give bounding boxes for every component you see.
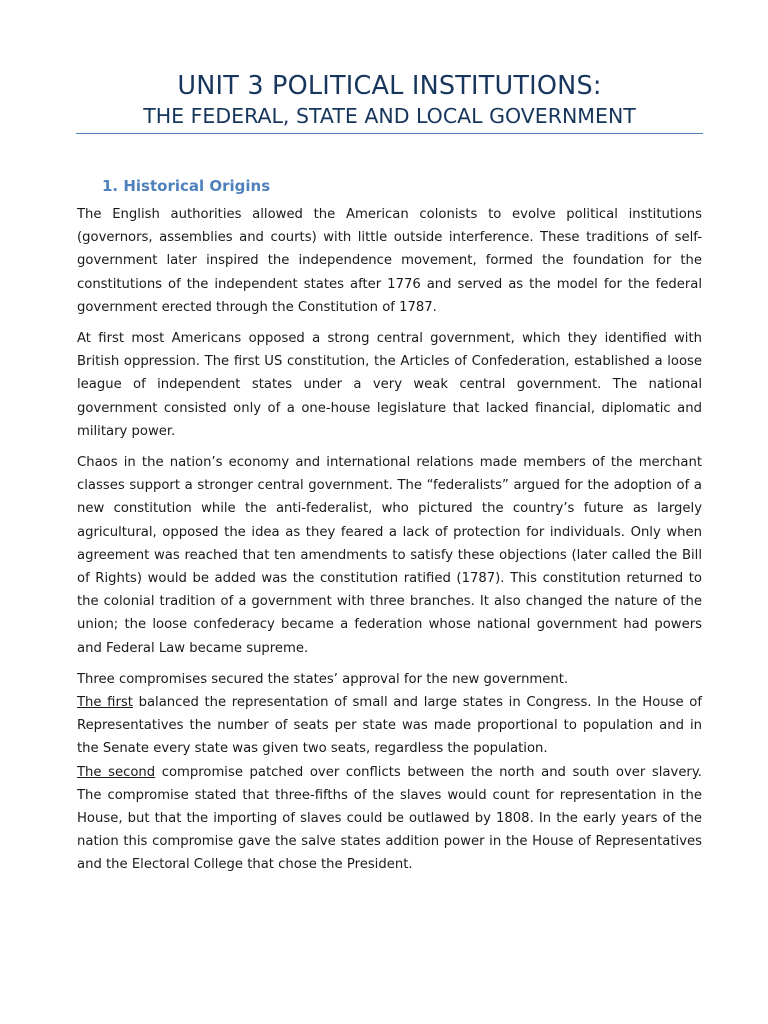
- paragraph-2: At first most Americans opposed a strong central government, which they identified with British oppression. The first US constitution, the Articles of Confederation, established a loose league of independent states under a very weak central government. The national government consisted only of a one-house legislature that lacked financial, diplomatic and military power.: [77, 331, 702, 439]
- title-line-2: THE FEDERAL, STATE AND LOCAL GOVERNMENT: [143, 104, 636, 128]
- compromise-first: [77, 691, 702, 761]
- title-line-1: UNIT 3 POLITICAL INSTITUTIONS:: [177, 71, 602, 101]
- section-heading: 1. Historical Origins: [102, 177, 271, 195]
- compromise-first-label: The first: [77, 695, 133, 711]
- compromise-second-label: The second: [77, 764, 156, 780]
- document-title: [76, 70, 703, 130]
- paragraph-1: The English authorities allowed the American colonists to evolve political institutions (governors, assemblies and courts) with little outside interference. These traditions of self-government later inspired the independence movement, formed the foundation for the constitutions of the independent states after 1776 and served as the model for the federal government erected through the Constitution of 1787.: [77, 207, 702, 315]
- title-divider: [76, 133, 703, 134]
- compromise-second-text: compromise patched over conflicts between the north and south over slavery. The compromise stated that three-fifths of the slaves would count for representation in the House, but that the importing of slaves could be outlawed by 1808. In the early years of the nation this compromise gave the salve states addition power in the House of Representatives and the Electoral College that chose the President.: [77, 764, 702, 873]
- paragraph-3: Chaos in the nation’s economy and international relations made members of the merchant classes support a stronger central government. The “federalists” argued for the adoption of a new constitution while the anti-federalist, who pictured the country’s future as largely agricultural, opposed the idea as they feared a lack of protection for individuals. Only when agreement was reached that ten amendments to satisfy these objections (later called the Bill of Rights) would be added was the constitution ratified (1787). This constitution returned to the colonial tradition of a government with three branches. It also changed the nature of the union; the loose confederacy became a federation whose national government had powers and Federal Law became supreme.: [77, 455, 702, 656]
- paragraph-4: Three compromises secured the states’ approval for the new government.: [77, 671, 569, 687]
- compromise-first-text: balanced the representation of small and large states in Congress. In the House of Representatives the number of seats per state was made proportional to population and in the Senate every state was given two seats, regardless the population.: [77, 695, 702, 757]
- body-text: [77, 203, 702, 877]
- compromise-second: [77, 761, 702, 877]
